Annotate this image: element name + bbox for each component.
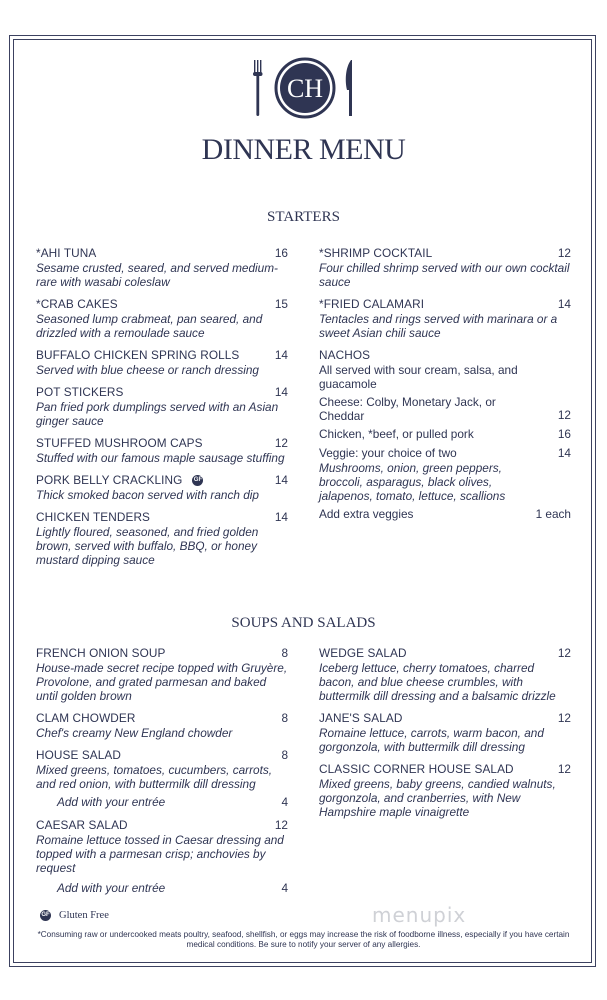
item-price: 16 xyxy=(274,246,288,260)
item-name: CLAM CHOWDER xyxy=(36,711,136,725)
item-price: 14 xyxy=(274,385,288,399)
item-name: *FRIED CALAMARI xyxy=(319,297,425,311)
item-name xyxy=(36,473,203,488)
item-price: 8 xyxy=(281,748,288,762)
item-description: Thick smoked bacon served with ranch dip xyxy=(36,488,259,502)
item-description: All served with sour cream, salsa, and guacamole xyxy=(319,363,518,391)
menu-item xyxy=(36,297,288,340)
gluten-free-icon: GF xyxy=(192,475,203,486)
nachos-option xyxy=(319,446,571,461)
item-name: STUFFED MUSHROOM CAPS xyxy=(36,436,203,450)
allergy-disclaimer: *Consuming raw or undercooked meats poultry, seafood, shellfish, or eggs may increase the risk of foodborne illness, especially if you have certain medical conditions. Be sure to notify your server of any allergies. xyxy=(37,930,570,949)
menu-item xyxy=(36,436,288,465)
item-description: Mixed greens, baby greens, candied walnuts, gorgonzola, and cranberries, with New Hampshire maple vinaigrette xyxy=(319,777,556,819)
item-price: 14 xyxy=(274,348,288,362)
item-price: 12 xyxy=(557,646,571,660)
menu-item xyxy=(36,246,288,289)
item-price: 15 xyxy=(274,297,288,311)
option-price: 14 xyxy=(557,446,571,460)
starters-right-column xyxy=(319,246,571,522)
addon-label: Add with your entrée xyxy=(57,881,166,895)
item-price: 12 xyxy=(274,436,288,450)
item-name: CHICKEN TENDERS xyxy=(36,510,151,524)
option-label: Chicken, *beef, or pulled pork xyxy=(319,427,474,441)
nachos-option xyxy=(319,395,571,423)
item-name: NACHOS xyxy=(319,348,371,362)
menu-item xyxy=(36,818,288,896)
item-name: CLASSIC CORNER HOUSE SALAD xyxy=(319,762,514,776)
logo-monogram: CH xyxy=(286,74,324,103)
restaurant-logo xyxy=(249,52,361,124)
starters-left-column xyxy=(36,246,288,567)
item-price: 12 xyxy=(557,246,571,260)
menu-item xyxy=(36,385,288,428)
item-description: Served with blue cheese or ranch dressing xyxy=(36,363,259,377)
legend-label: Gluten Free xyxy=(59,910,109,921)
item-description: House-made secret recipe topped with Gruyère, Provolone, and grated parmesan and baked until golden brown xyxy=(36,661,288,703)
item-name-text: PORK BELLY CRACKLING xyxy=(36,473,183,487)
item-name: FRENCH ONION SOUP xyxy=(36,646,166,660)
menu-item xyxy=(36,748,288,810)
watermark: menupix xyxy=(372,903,467,927)
item-name: BUFFALO CHICKEN SPRING ROLLS xyxy=(36,348,240,362)
fork-icon xyxy=(253,60,263,116)
addon-row xyxy=(36,881,288,896)
item-name: CAESAR SALAD xyxy=(36,818,128,832)
menu-item-nachos xyxy=(319,348,571,522)
item-price: 8 xyxy=(281,711,288,725)
option-label: Add extra veggies xyxy=(319,507,414,521)
item-price: 14 xyxy=(274,510,288,524)
item-name: POT STICKERS xyxy=(36,385,124,399)
addon-price: 4 xyxy=(281,881,288,895)
item-name: JANE'S SALAD xyxy=(319,711,403,725)
gluten-free-icon: GF xyxy=(40,910,51,921)
option-price: 12 xyxy=(557,408,571,422)
menu-item xyxy=(36,510,288,567)
item-description: Chef's creamy New England chowder xyxy=(36,726,233,740)
item-price: 8 xyxy=(281,646,288,660)
item-name: *AHI TUNA xyxy=(36,246,97,260)
knife-icon xyxy=(346,60,352,116)
item-price: 14 xyxy=(274,473,288,487)
starters-heading: STARTERS xyxy=(267,209,340,225)
option-label: Veggie: your choice of two xyxy=(319,446,457,460)
item-description: Seasoned lump crabmeat, pan seared, and drizzled with a remoulade sauce xyxy=(36,312,263,340)
item-name: *CRAB CAKES xyxy=(36,297,118,311)
item-description: Romaine lettuce, carrots, warm bacon, and gorgonzola, with buttermilk dill dressing xyxy=(319,726,544,754)
item-description: Tentacles and rings served with marinara or a sweet Asian chili sauce xyxy=(319,312,558,340)
menu-item xyxy=(36,348,288,377)
item-name: *SHRIMP COCKTAIL xyxy=(319,246,433,260)
nachos-option xyxy=(319,507,571,522)
item-description: Iceberg lettuce, cherry tomatoes, charred bacon, and blue cheese crumbles, with buttermilk dill dressing and a balsamic drizzle xyxy=(319,661,556,703)
item-description: Romaine lettuce tossed in Caesar dressing and topped with a parmesan crisp; anchovies by request xyxy=(36,833,284,875)
item-description: Pan fried pork dumplings served with an Asian ginger sauce xyxy=(36,400,279,428)
item-name: HOUSE SALAD xyxy=(36,748,122,762)
item-name: WEDGE SALAD xyxy=(319,646,407,660)
item-price: 12 xyxy=(557,711,571,725)
menu-item xyxy=(319,246,571,289)
menu-item xyxy=(319,711,571,754)
menu-item xyxy=(36,473,288,502)
option-label: Cheese: Colby, Monetary Jack, or Cheddar xyxy=(319,395,496,423)
item-price: 14 xyxy=(557,297,571,311)
item-description: Mixed greens, tomatoes, cucumbers, carrots, and red onion, with buttermilk dill dressing xyxy=(36,763,273,791)
addon-price: 4 xyxy=(281,795,288,809)
item-description: Sesame crusted, seared, and served medium-rare with wasabi coleslaw xyxy=(36,261,278,289)
menu-item xyxy=(36,711,288,740)
menu-item xyxy=(319,762,571,819)
nachos-option xyxy=(319,427,571,442)
page-title: DINNER MENU xyxy=(201,133,406,166)
item-price: 12 xyxy=(557,762,571,776)
veggie-list: Mushrooms, onion, green peppers, broccoli, asparagus, black olives, jalapenos, tomato, lettuce, scallions xyxy=(319,461,506,503)
item-description: Lightly floured, seasoned, and fried golden brown, served with buffalo, BBQ, or honey mustard dipping sauce xyxy=(36,525,259,567)
menu-item xyxy=(319,646,571,703)
option-price: 16 xyxy=(557,427,571,441)
legend xyxy=(40,910,109,921)
soups-right-column xyxy=(319,646,571,819)
item-description: Four chilled shrimp served with our own cocktail sauce xyxy=(319,261,570,289)
addon-label: Add with your entrée xyxy=(57,795,166,809)
soups-salads-heading: SOUPS AND SALADS xyxy=(231,615,376,631)
monogram-emblem xyxy=(276,59,334,117)
item-description: Stuffed with our famous maple sausage stuffing xyxy=(36,451,285,465)
item-price: 12 xyxy=(274,818,288,832)
menu-item xyxy=(36,646,288,703)
soups-left-column xyxy=(36,646,288,896)
menu-item xyxy=(319,297,571,340)
addon-row xyxy=(36,795,288,810)
option-price: 1 each xyxy=(535,507,571,521)
